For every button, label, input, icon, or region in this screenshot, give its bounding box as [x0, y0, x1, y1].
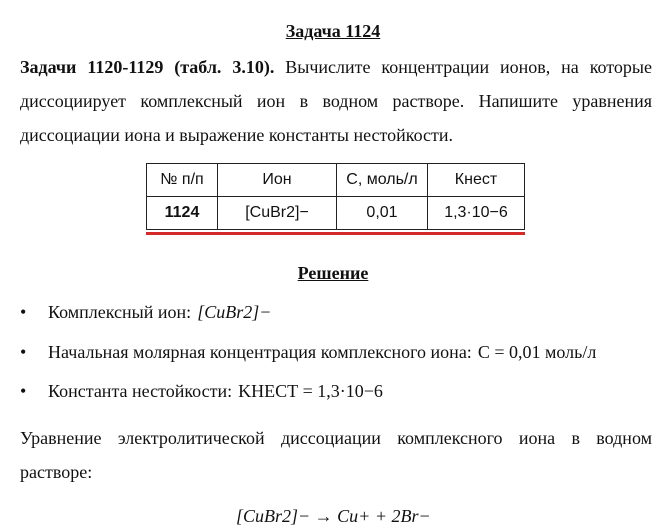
bullet-dot-icon: •	[20, 380, 27, 401]
bullet-formula: C = 0,01 моль/л	[477, 341, 597, 362]
bullet-dot-icon: •	[20, 301, 27, 322]
task-statement	[20, 50, 652, 152]
task-title: Задача 1124	[285, 21, 381, 41]
cell-constant: 1,3·10−6	[428, 197, 525, 230]
cell-ion: [CuBr2]−	[218, 197, 337, 230]
task-range: Задачи 1120-1129 (табл. 3.10).	[20, 57, 275, 77]
bullet-formula: [CuBr2]−	[197, 301, 272, 322]
header-ion: Ион	[218, 164, 337, 197]
dissociation-equation: [CuBr2]− → Cu+ + 2Br−	[236, 506, 431, 526]
cell-number: 1124	[147, 197, 218, 230]
bullet-dot-icon: •	[20, 341, 27, 362]
data-table	[146, 163, 525, 230]
header-concentration: С, моль/л	[337, 164, 428, 197]
bullet-label: Константа нестойкости:	[48, 380, 233, 401]
header-number: № п/п	[147, 164, 218, 197]
bullet-label: Начальная молярная концентрация комплексного иона:	[48, 341, 472, 362]
table-highlight-underline	[146, 232, 525, 235]
table-row	[147, 197, 525, 230]
bullet-complex-ion	[20, 297, 271, 327]
bullet-concentration	[20, 337, 596, 367]
bullet-label: Комплексный ион:	[48, 301, 192, 322]
bullet-constant	[20, 376, 383, 406]
table-header-row	[147, 164, 525, 197]
solution-heading: Решение	[297, 263, 369, 283]
bullet-formula: KНЕСТ = 1,3·10−6	[238, 380, 383, 401]
cell-concentration: 0,01	[337, 197, 428, 230]
task-text: Вычислите концентрации ионов, на которые диссоциирует комплексный ион в водном растворе. Напишите уравнения диссоциации иона и выражение константы нестойкости.	[20, 57, 652, 145]
header-constant: Кнест	[428, 164, 525, 197]
equation-intro: Уравнение электролитической диссоциации комплексного иона в водном растворе:	[20, 428, 652, 482]
